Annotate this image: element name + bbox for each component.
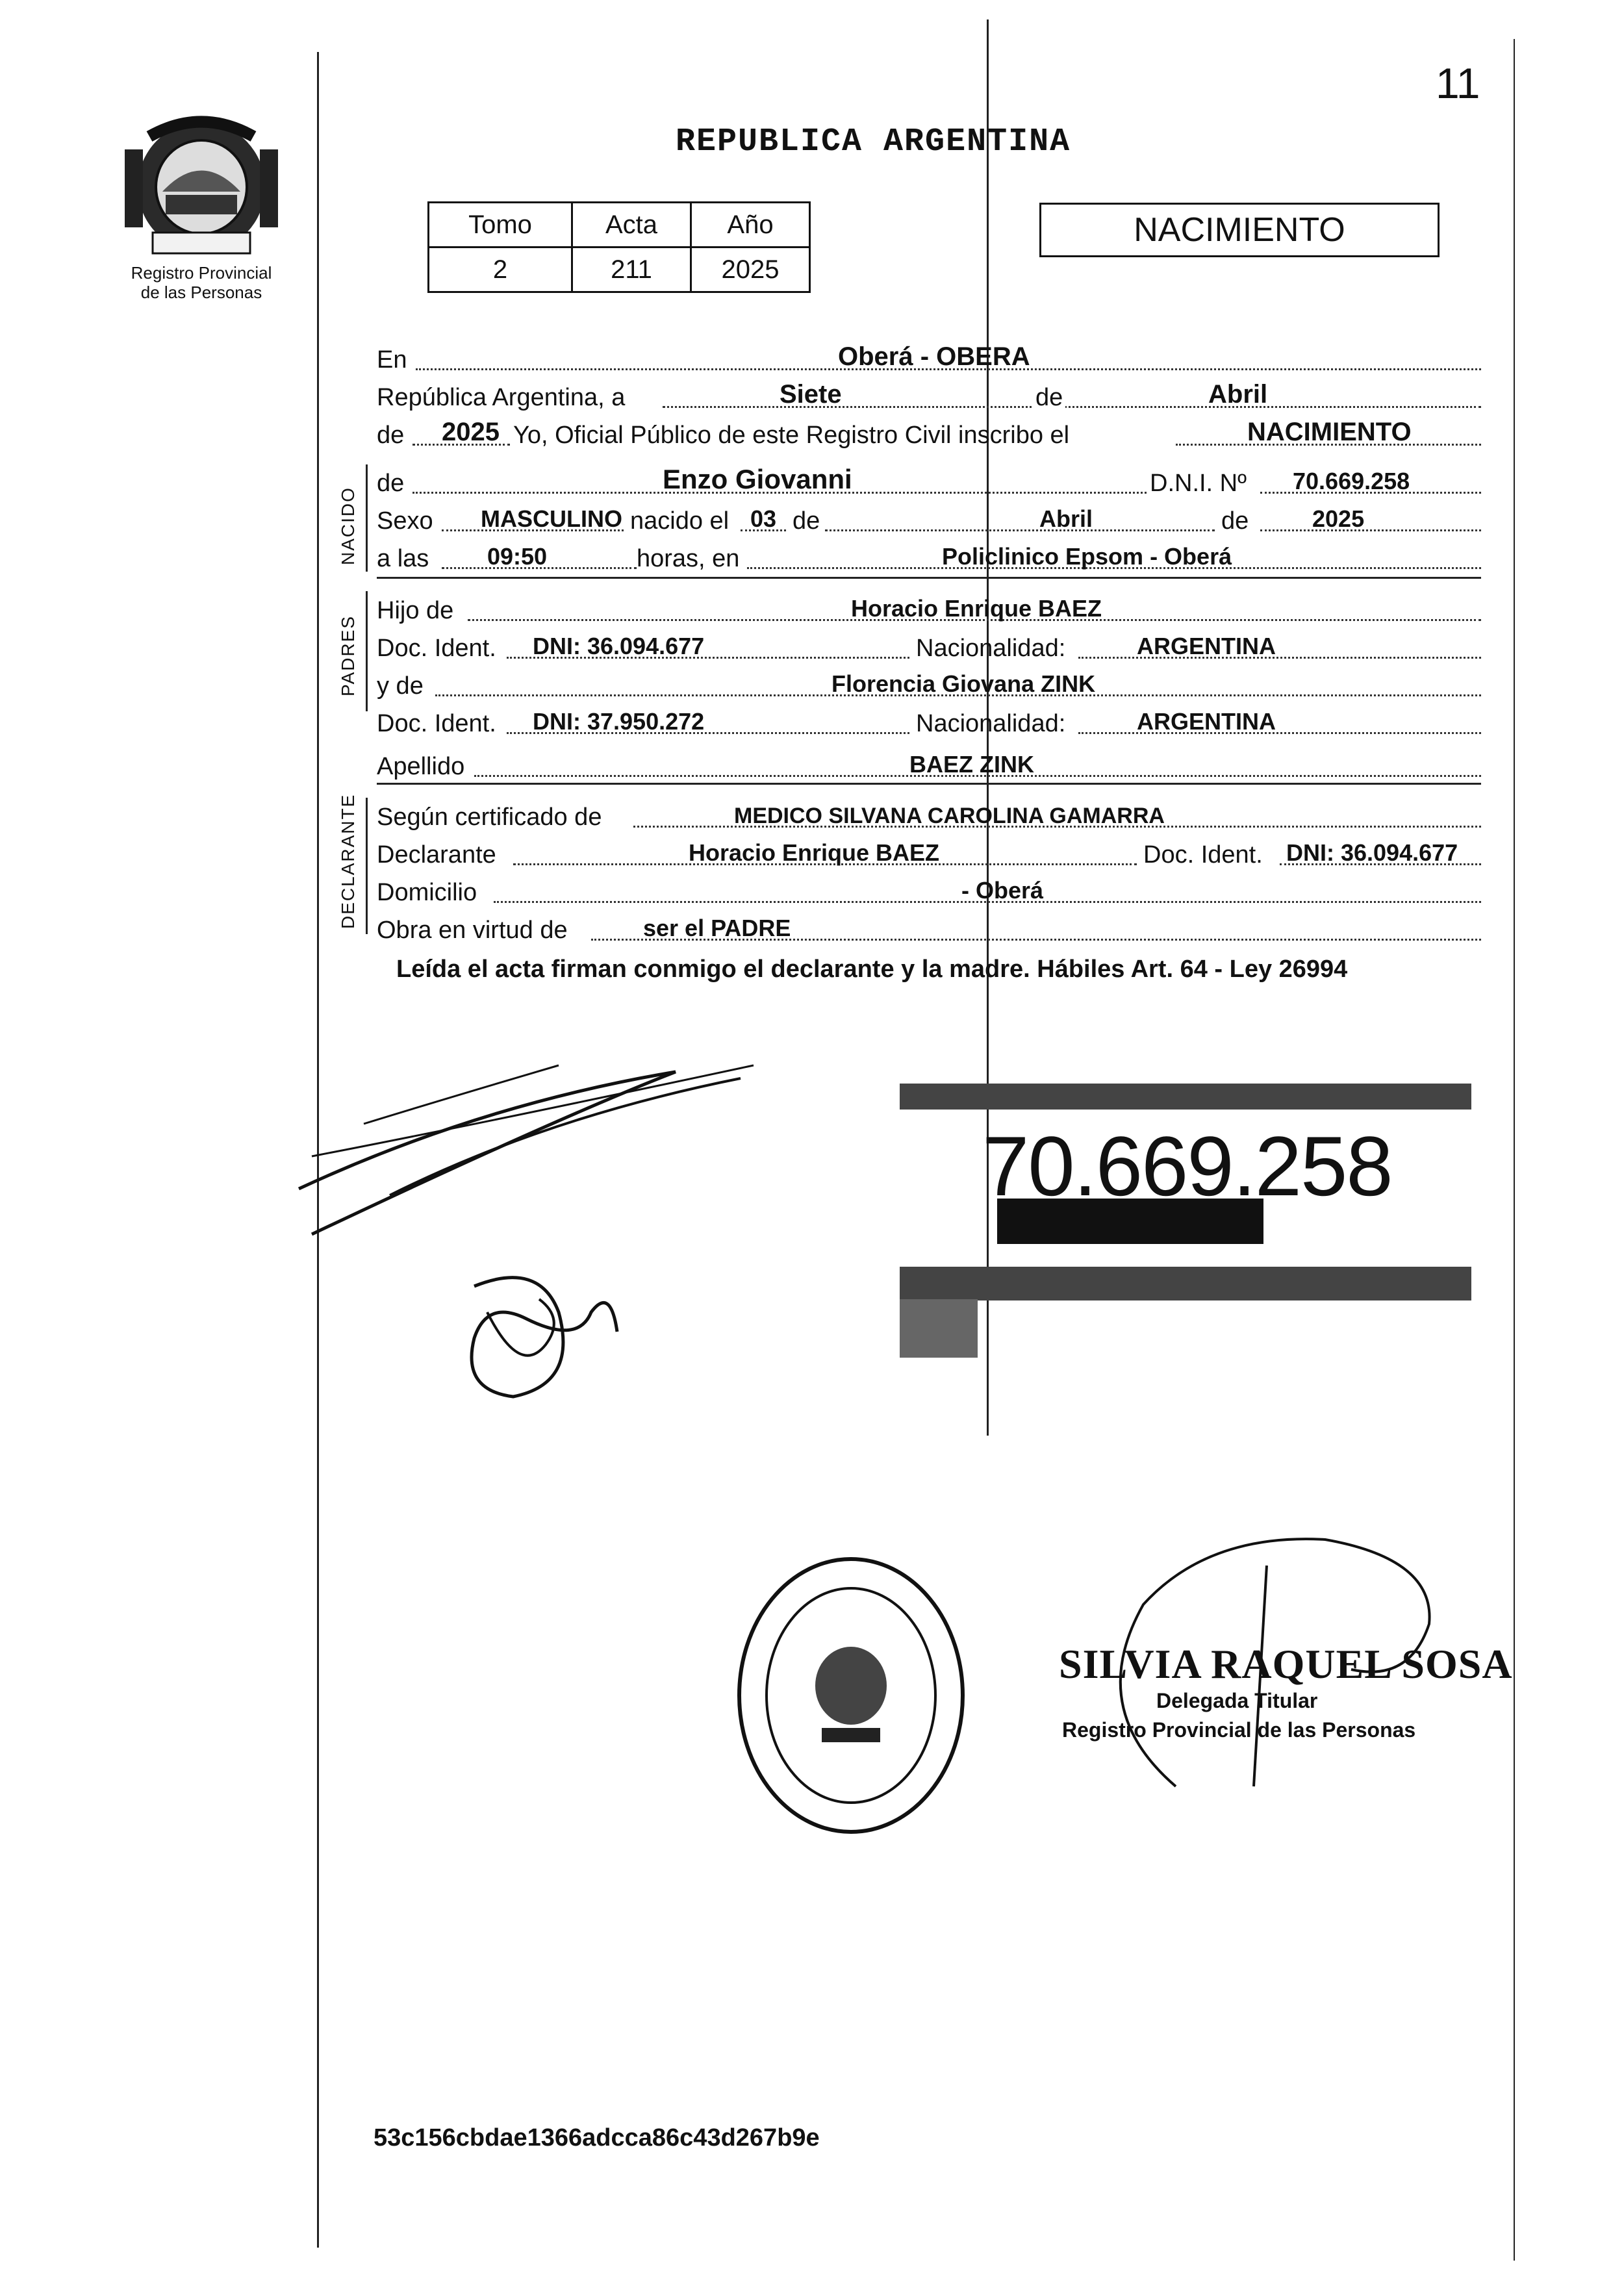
child-dni: 70.669.258	[1293, 468, 1410, 494]
label-nacido-el: nacido el	[630, 507, 730, 535]
registry-logo	[110, 110, 292, 263]
separator-1	[377, 577, 1481, 579]
declarante-bracket	[366, 798, 368, 934]
record-table	[427, 201, 811, 293]
domicile-value: - Oberá	[961, 877, 1044, 904]
obra-value: ser el PADRE	[643, 915, 791, 941]
label-horas: horas, en	[637, 545, 740, 572]
barcode-number: 70.669.258	[982, 1119, 1392, 1213]
row-sex	[377, 500, 1481, 535]
section-label-declarante: DECLARANTE	[338, 793, 358, 929]
label-apellido: Apellido	[377, 753, 465, 780]
padres-bracket	[366, 591, 368, 711]
declarant-signature	[286, 1026, 793, 1241]
header-tomo: Tomo	[429, 203, 572, 247]
sex-value: MASCULINO	[481, 505, 622, 532]
birth-time: 09:50	[487, 543, 548, 570]
document-hash: 53c156cbdae1366adcca86c43d267b9e	[374, 2124, 820, 2151]
label-cert: Según certificado de	[377, 804, 602, 831]
place-value: Oberá - OBERA	[838, 342, 1030, 371]
month-value: Abril	[1208, 380, 1268, 409]
label-alas: a las	[377, 545, 429, 572]
label-de-name: de	[377, 470, 405, 497]
mother-doc: DNI: 37.950.272	[533, 708, 705, 735]
label-de-1: de	[1033, 384, 1065, 412]
row-father-doc	[377, 628, 1481, 663]
official-title: Delegada Titular	[1156, 1689, 1318, 1712]
registry-seal	[731, 1553, 971, 1838]
mother-signature	[448, 1260, 637, 1416]
section-label-padres: PADRES	[338, 615, 358, 696]
row-time	[377, 538, 1481, 573]
page-number: 11	[1436, 59, 1480, 107]
right-margin-line	[1514, 39, 1515, 2261]
separator-2	[377, 783, 1481, 785]
mother-name: Florencia Giovana ZINK	[831, 670, 1096, 697]
row-apellido	[377, 746, 1481, 781]
label-nac-father: Nacionalidad:	[916, 635, 1066, 662]
page-title: REPUBLICA ARGENTINA	[676, 123, 1071, 160]
header-acta: Acta	[572, 203, 691, 247]
label-republica: República Argentina, a	[377, 384, 626, 411]
row-name	[377, 463, 1481, 498]
record-type-box: NACIMIENTO	[1039, 203, 1440, 257]
section-label-nacido: NACIDO	[338, 487, 358, 565]
declarant-doc: DNI: 36.094.677	[1286, 839, 1458, 866]
nacido-bracket	[366, 464, 368, 572]
row-father	[377, 590, 1481, 625]
label-de-3: de	[793, 507, 820, 535]
year-value: 2025	[442, 418, 500, 446]
father-doc: DNI: 36.094.677	[533, 633, 705, 659]
row-date	[377, 377, 1481, 412]
certificate-value: MEDICO SILVANA CAROLINA GAMARRA	[734, 804, 1165, 828]
label-de-4: de	[1221, 507, 1249, 535]
inscribed-value: NACIMIENTO	[1247, 418, 1412, 446]
value-anio: 2025	[691, 247, 810, 292]
label-sexo: Sexo	[377, 507, 433, 535]
misiones-coat-of-arms-icon	[110, 110, 292, 260]
header-anio: Año	[691, 203, 810, 247]
official-signature	[1046, 1514, 1449, 1812]
value-acta: 211	[572, 247, 691, 292]
official-organization: Registro Provincial de las Personas	[1062, 1718, 1416, 1742]
row-declarant	[377, 834, 1481, 869]
birth-day: 03	[750, 505, 777, 532]
label-de-2: de	[377, 422, 405, 449]
child-name: Enzo Giovanni	[663, 464, 852, 494]
label-y-de: y de	[377, 672, 424, 700]
declarant-name: Horacio Enrique BAEZ	[689, 839, 940, 866]
father-name: Horacio Enrique BAEZ	[851, 595, 1102, 622]
surname-value: BAEZ ZINK	[909, 751, 1034, 778]
label-nac-mother: Nacionalidad:	[916, 710, 1066, 737]
registry-caption	[104, 263, 299, 302]
birth-month: Abril	[1039, 505, 1093, 532]
label-domicilio: Domicilio	[377, 879, 477, 906]
row-place	[377, 339, 1481, 374]
official-name: SILVIA RAQUEL SOSA	[1059, 1641, 1513, 1687]
row-domicilio	[377, 872, 1481, 907]
label-doc-father: Doc. Ident.	[377, 635, 496, 662]
row-mother	[377, 665, 1481, 700]
father-nationality: ARGENTINA	[1137, 633, 1276, 659]
label-doc-mother: Doc. Ident.	[377, 710, 496, 737]
mother-nationality: ARGENTINA	[1137, 708, 1276, 735]
label-declarante: Declarante	[377, 841, 496, 869]
row-year	[377, 414, 1481, 450]
label-doc-declarant: Doc. Ident.	[1143, 841, 1263, 869]
value-tomo: 2	[429, 247, 572, 292]
label-hijo-de: Hijo de	[377, 597, 454, 624]
officer-text: Yo, Oficial Público de este Registro Civil inscribo el	[513, 422, 1070, 449]
label-en: En	[377, 346, 407, 374]
registry-caption-line2: de las Personas	[140, 283, 262, 302]
row-obra	[377, 909, 1481, 945]
label-dni: D.N.I. Nº	[1150, 470, 1247, 497]
row-certificate	[377, 796, 1481, 831]
registry-caption-line1: Registro Provincial	[131, 263, 272, 283]
closing-statement: Leída el acta firman conmigo el declarante y la madre. Hábiles Art. 64 - Ley 26994	[396, 956, 1348, 983]
birth-year: 2025	[1312, 505, 1365, 532]
row-mother-doc	[377, 703, 1481, 738]
birth-place: Policlinico Epsom - Oberá	[942, 543, 1232, 570]
label-obra: Obra en virtud de	[377, 917, 568, 944]
day-value: Siete	[780, 380, 842, 409]
